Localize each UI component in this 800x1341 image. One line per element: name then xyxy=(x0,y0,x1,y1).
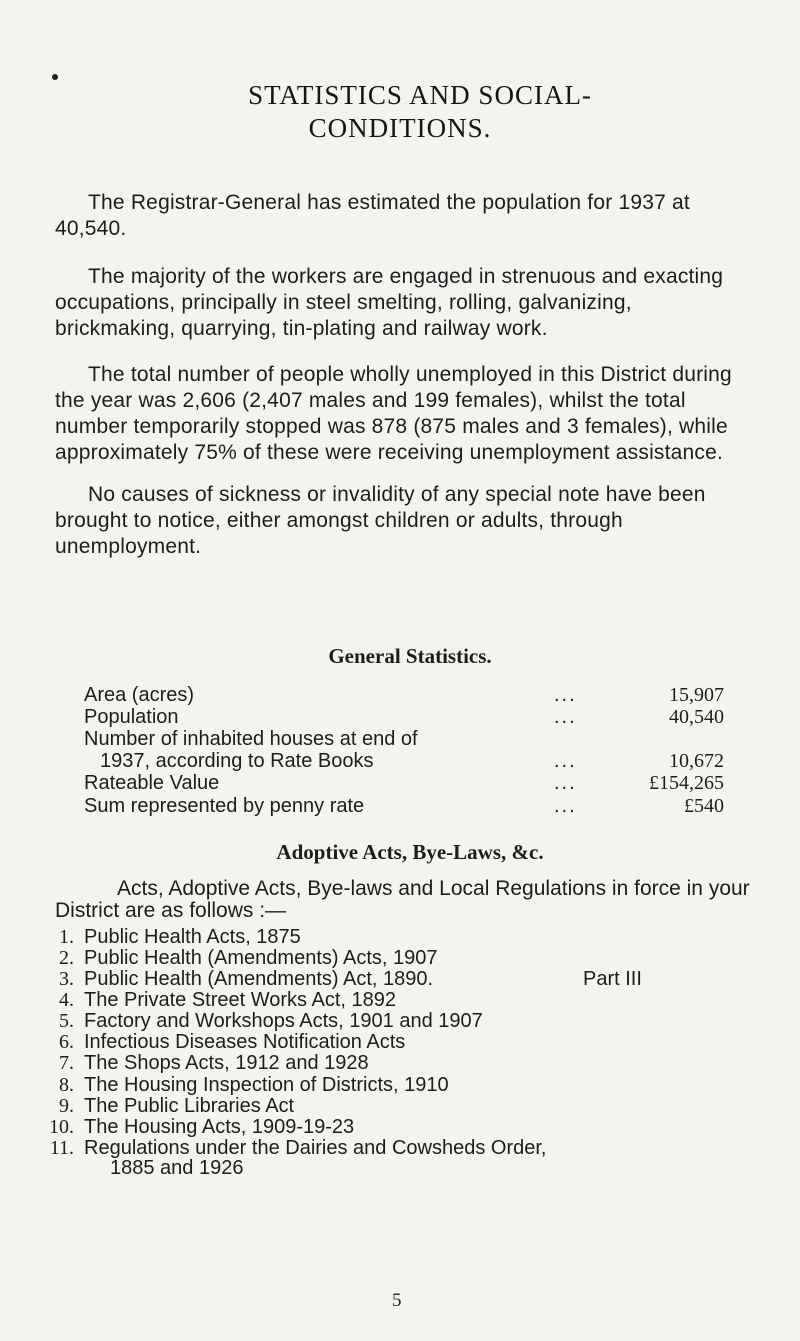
general-statistics-heading: General Statistics. xyxy=(328,644,492,668)
stat-row xyxy=(84,750,724,774)
list-number: 4. xyxy=(59,989,74,1011)
stat-leader: ... xyxy=(554,772,577,794)
list-text: The Public Libraries Act xyxy=(84,1095,295,1117)
stat-value: £154,265 xyxy=(649,772,724,794)
list-number: 7. xyxy=(59,1052,74,1074)
stat-value: £540 xyxy=(684,795,724,817)
list-text: The Housing Acts, 1909-19-23 xyxy=(84,1116,355,1138)
stat-label: Population xyxy=(84,706,179,728)
paragraph-text: The total number of people wholly unemployed in this District during the year was 2,606 (2,407 males and 199 females), whilst the total number temporarily stopped was 878 (875 males and 3 females), while approximately 75% of these were receiving unemployment assistance. xyxy=(55,363,732,464)
paragraph-sickness xyxy=(55,482,745,560)
list-number: 3. xyxy=(59,968,74,990)
paragraph-text: No causes of sickness or invalidity of any special note have been brought to notice, either amongst children or adults, through unemployment. xyxy=(55,483,706,558)
list-text: Infectious Diseases Notification Acts xyxy=(84,1031,406,1053)
stat-label: Area (acres) xyxy=(84,684,195,706)
stat-value: 15,907 xyxy=(669,684,724,706)
adoptive-acts-heading: Adoptive Acts, Bye-Laws, &c. xyxy=(276,840,544,864)
paragraph-text: The majority of the workers are engaged in strenuous and exacting occupations, principally in steel smelting, rolling, galvanizing, brickmaking, quarrying, tin-plating and railway work. xyxy=(55,265,724,340)
intro-text: Acts, Adoptive Acts, Bye-laws and Local Regulations in force in your District are as follows :— xyxy=(55,877,750,922)
list-text: 1885 and 1926 xyxy=(110,1157,244,1179)
list-text: The Shops Acts, 1912 and 1928 xyxy=(84,1052,369,1074)
paragraph-text: The Registrar-General has estimated the population for 1937 at 40,540. xyxy=(55,191,690,240)
list-text: Public Health (Amendments) Acts, 1907 xyxy=(84,947,438,969)
list-number: 9. xyxy=(59,1095,74,1117)
list-text: Public Health Acts, 1875 xyxy=(84,926,301,948)
list-number: 5. xyxy=(59,1010,74,1032)
paragraph-population xyxy=(55,190,745,242)
stat-leader: ... xyxy=(554,706,577,728)
stat-leader: ... xyxy=(554,750,577,772)
stat-label: Sum represented by penny rate xyxy=(84,795,365,817)
list-number: 1. xyxy=(59,926,74,948)
list-number: 8. xyxy=(59,1074,74,1096)
paragraph-unemployment xyxy=(55,362,745,466)
list-text: The Housing Inspection of Districts, 1910 xyxy=(84,1074,449,1096)
stat-value: 10,672 xyxy=(669,750,724,772)
list-number: 10. xyxy=(49,1116,74,1138)
stat-label: Rateable Value xyxy=(84,772,220,794)
stat-leader: ... xyxy=(554,795,577,817)
stat-row xyxy=(84,795,724,819)
list-text: Factory and Workshops Acts, 1901 and 1907 xyxy=(84,1010,483,1032)
list-number: 2. xyxy=(59,947,74,969)
page-title-line-1: STATISTICS AND SOCIAL- xyxy=(248,80,592,110)
stat-label: 1937, according to Rate Books xyxy=(100,750,374,772)
list-item xyxy=(48,1052,758,1076)
adoptive-acts-intro xyxy=(55,878,755,922)
stat-row xyxy=(84,728,724,752)
stat-row xyxy=(84,684,724,708)
stat-leader: ... xyxy=(554,684,577,706)
stat-row xyxy=(84,706,724,730)
paragraph-occupations xyxy=(55,264,745,342)
page-number: 5 xyxy=(392,1290,402,1311)
list-text: Public Health (Amendments) Act, 1890. xyxy=(84,968,434,990)
list-text: Regulations under the Dairies and Cowsheds Order, xyxy=(84,1137,547,1159)
stat-label: Number of inhabited houses at end of xyxy=(84,728,418,750)
list-note: Part III xyxy=(583,968,642,990)
stat-value: 40,540 xyxy=(669,706,724,728)
page-title-line-2: CONDITIONS. xyxy=(308,113,492,143)
list-number: 6. xyxy=(59,1031,74,1053)
list-text: The Private Street Works Act, 1892 xyxy=(84,989,396,1011)
list-item xyxy=(48,1157,758,1181)
list-number: 11. xyxy=(49,1137,74,1159)
stat-row xyxy=(84,772,724,796)
